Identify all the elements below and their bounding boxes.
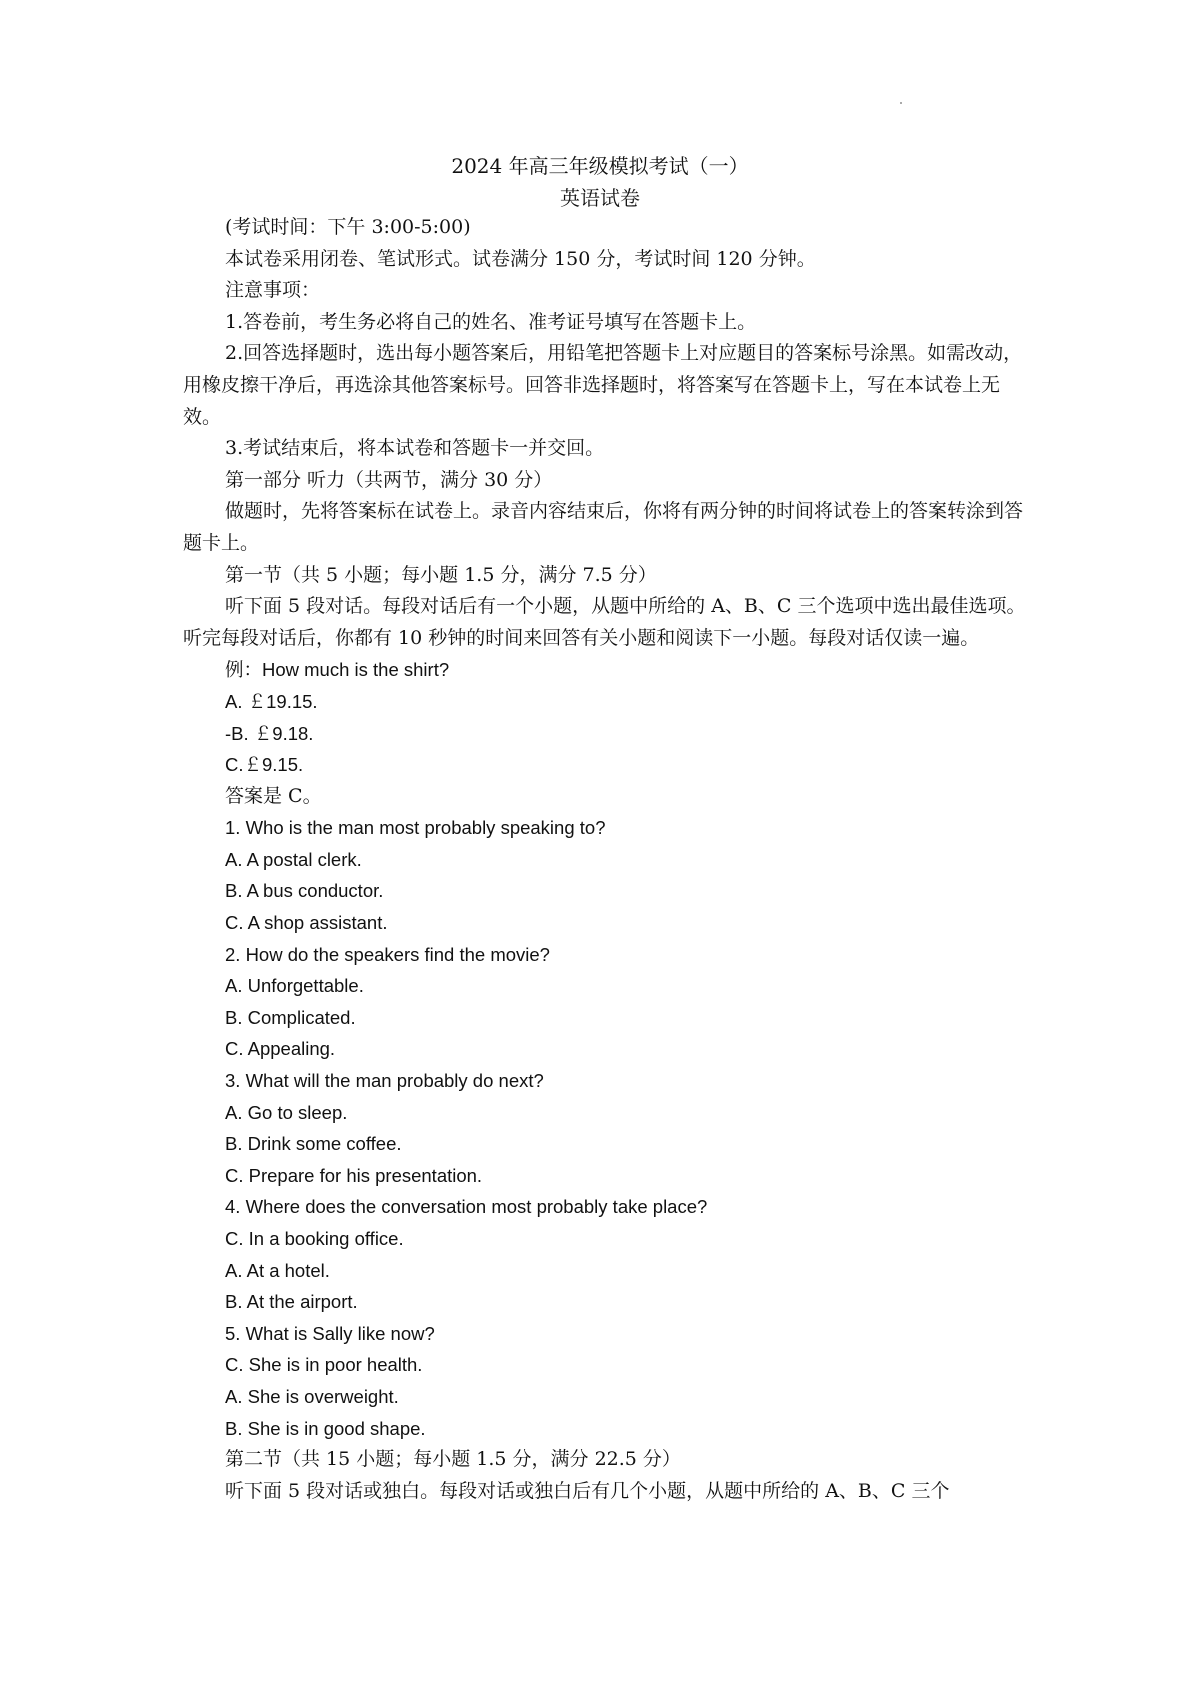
question-4-option: A. At a hotel. xyxy=(225,1259,330,1281)
question-5-option: B. She is in good shape. xyxy=(225,1417,426,1439)
question-3-option: A. Go to sleep. xyxy=(225,1101,348,1123)
exam-format: 本试卷采用闭卷、笔试形式。试卷满分 150 分，考试时间 120 分钟。 xyxy=(225,247,816,270)
section1-instruction: 听下面 5 段对话。每段对话后有一个小题，从题中所给的 A、B、C 三个选项中选出最佳选项。听完每段对话后，你都有 10 秒钟的时间来回答有关小题和阅读下一小题。每段对话仅读一遍。 xyxy=(183,595,1026,649)
question-2: 2. How do the speakers find the movie? xyxy=(225,943,550,965)
question-4-option: B. At the airport. xyxy=(225,1291,358,1313)
note-3: 3.考试结束后，将本试卷和答题卡一并交回。 xyxy=(225,437,605,460)
question-2-option: B. Complicated. xyxy=(225,1006,356,1028)
example-question: 例：How much is the shirt? xyxy=(225,659,450,681)
exam-subtitle: 英语试卷 xyxy=(560,186,640,210)
section1-heading: 第一节（共 5 小题；每小题 1.5 分，满分 7.5 分） xyxy=(225,563,657,586)
question-2-option: C. Appealing. xyxy=(225,1038,336,1060)
exam-time: (考试时间：下午 3:00-5:00) xyxy=(225,216,471,238)
question-5-option: C. She is in poor health. xyxy=(225,1354,423,1376)
question-4: 4. Where does the conversation most probably take place? xyxy=(225,1196,708,1218)
note-1: 1.答卷前，考生务必将自己的姓名、准考证号填写在答题卡上。 xyxy=(225,310,757,333)
question-1-option: B. A bus conductor. xyxy=(225,880,384,902)
exam-content xyxy=(183,212,1028,1507)
question-5: 5. What is Sally like now? xyxy=(225,1322,435,1344)
question-5-option: A. She is overweight. xyxy=(225,1385,399,1407)
example-option-b: -B. ￡9.18. xyxy=(225,722,314,744)
question-2-option: A. Unforgettable. xyxy=(225,975,364,997)
question-1-option: C. A shop assistant. xyxy=(225,912,388,934)
section2-heading: 第二节（共 15 小题；每小题 1.5 分，满分 22.5 分） xyxy=(225,1448,681,1471)
part1-instruction: 做题时，先将答案标在试卷上。录音内容结束后，你将有两分钟的时间将试卷上的答案转涂到答题卡上。 xyxy=(183,500,1024,554)
question-3-option: C. Prepare for his presentation. xyxy=(225,1164,483,1186)
question-3-option: B. Drink some coffee. xyxy=(225,1133,402,1155)
question-1-option: A. A postal clerk. xyxy=(225,848,362,870)
part1-heading: 第一部分 听力（共两节，满分 30 分） xyxy=(225,468,553,491)
notes-heading: 注意事项： xyxy=(225,279,321,302)
question-3: 3. What will the man probably do next? xyxy=(225,1070,544,1092)
question-1: 1. Who is the man most probably speaking to? xyxy=(225,817,606,839)
question-4-option: C. In a booking office. xyxy=(225,1228,404,1249)
example-answer: 答案是 C。 xyxy=(225,784,322,807)
example-option-a: A. ￡19.15. xyxy=(225,690,318,712)
section2-instruction: 听下面 5 段对话或独白。每段对话或独白后有几个小题，从题中所给的 A、B、C 三个 xyxy=(225,1479,950,1502)
note-2: 2.回答选择题时，选出每小题答案后，用铅笔把答题卡上对应题目的答案标号涂黑。如需改动，用橡皮擦干净后，再选涂其他答案标号。回答非选择题时，将答案写在答题卡上，写在本试卷上无效。 xyxy=(183,342,1023,428)
scan-speck xyxy=(900,102,902,104)
exam-title: 2024 年高三年级模拟考试（一） xyxy=(451,154,749,178)
example-option-c: C.￡9.15. xyxy=(225,754,304,776)
